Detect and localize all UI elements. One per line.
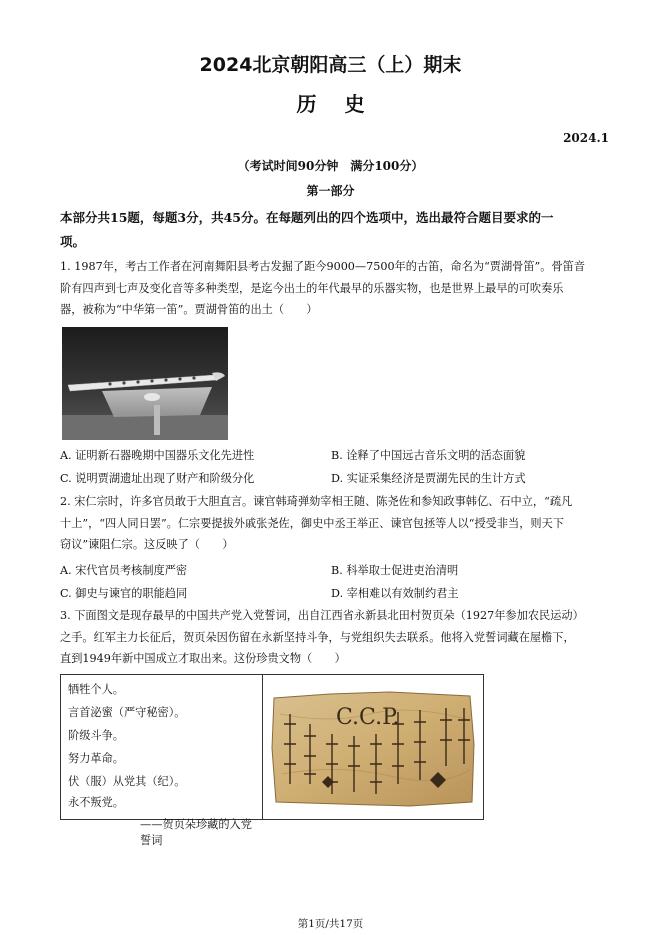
page-title: 2024北京朝阳高三（上）期末 xyxy=(199,54,462,76)
question-line: 2. 宋仁宗时，许多官员敢于大胆直言。谏官韩琦弹劾宰相王随、陈尧佐和参知政事韩亿、石中立，“疏凡 xyxy=(60,495,573,508)
ccp-letters: C.C.P. xyxy=(336,705,400,730)
q1-option-b: B. 诠释了中国远古音乐文明的活态面貌 xyxy=(331,449,526,462)
oath-line: 阶级斗争。 xyxy=(68,729,124,742)
question-line: 3. 下面图文是现存最早的中国共产党入党誓词，出自江西省永新县北田村贺页朵（1927年参加农民运动） xyxy=(60,609,584,622)
exam-date: 2024.1 xyxy=(563,131,609,145)
q2-option-b: B. 科举取士促进吏治清明 xyxy=(331,564,459,577)
question-3-stem xyxy=(60,605,605,670)
question-line: 器，被称为“中华第一笛”。贾湖骨笛的出土（ ） xyxy=(60,303,318,316)
instruction-line: 本部分共15题，每题3分，共45分。在每题列出的四个选项中，选出最符合题目要求的一 xyxy=(60,210,554,225)
question-2-stem xyxy=(60,491,605,556)
question-1-stem xyxy=(60,256,605,321)
exam-info: （考试时间90分钟 满分100分） xyxy=(237,159,424,173)
question-line: 窃议”谏阻仁宗。这反映了（ ） xyxy=(60,538,234,551)
question-line: 之手。红军主力长征后，贺页朵因伤留在永新坚持斗争，与党组织失去联系。他将入党誓词藏在屋檐下， xyxy=(60,630,575,644)
oath-line: 永不叛党。 xyxy=(68,796,124,809)
q1-option-a: A. 证明新石器晚期中国器乐文化先进性 xyxy=(60,449,255,462)
q2-option-c: C. 御史与谏官的职能趋同 xyxy=(60,587,188,600)
oath-line: 伏（服）从党其（纪）。 xyxy=(68,775,186,788)
page-footer: 第1页/共17页 xyxy=(297,918,364,930)
oath-artifact-photo xyxy=(270,684,478,812)
question-line: 1. 1987年，考古工作者在河南舞阳县考古发掘了距今9000—7500年的古笛，命名为“贾湖骨笛”。骨笛音 xyxy=(60,260,586,273)
oath-text-cell xyxy=(60,674,263,847)
instruction-line: 项。 xyxy=(60,234,86,249)
q2-option-a: A. 宋代官员考核制度严密 xyxy=(60,564,188,577)
subject-title: 历史 xyxy=(296,92,393,116)
bone-flute-photo xyxy=(62,327,228,440)
oath-line: 言首泌蜜（严守秘密）。 xyxy=(68,706,186,719)
oath-cloth-illustration xyxy=(270,684,478,812)
question-line: 十上”，“四人同日罢”。仁宗要提拔外戚张尧佐，御史中丞王举正、谏官包拯等人以“授受非当，则天下 xyxy=(60,516,564,530)
oath-line: 努力革命。 xyxy=(68,752,124,765)
oath-credit: ——贺页朵珍藏的入党誓词 xyxy=(140,818,252,847)
bone-flute-illustration xyxy=(62,327,228,440)
question-line: 直到1949年新中国成立才取出来。这份珍贵文物（ ） xyxy=(60,652,346,665)
part-heading: 第一部分 xyxy=(306,184,355,198)
q2-option-d: D. 宰相难以有效制约君主 xyxy=(331,587,459,600)
question-line: 阶有四声到七声及变化音等多种类型，是迄今出土的年代最早的乐器实物，也是世界上最早的可吹奏乐 xyxy=(60,281,564,295)
section-instruction xyxy=(60,206,605,254)
q1-option-c: C. 说明贾湖遗址出现了财产和阶级分化 xyxy=(60,472,255,485)
oath-line: 牺牲个人。 xyxy=(68,683,124,696)
q1-option-d: D. 实证采集经济是贾湖先民的生计方式 xyxy=(331,472,526,485)
